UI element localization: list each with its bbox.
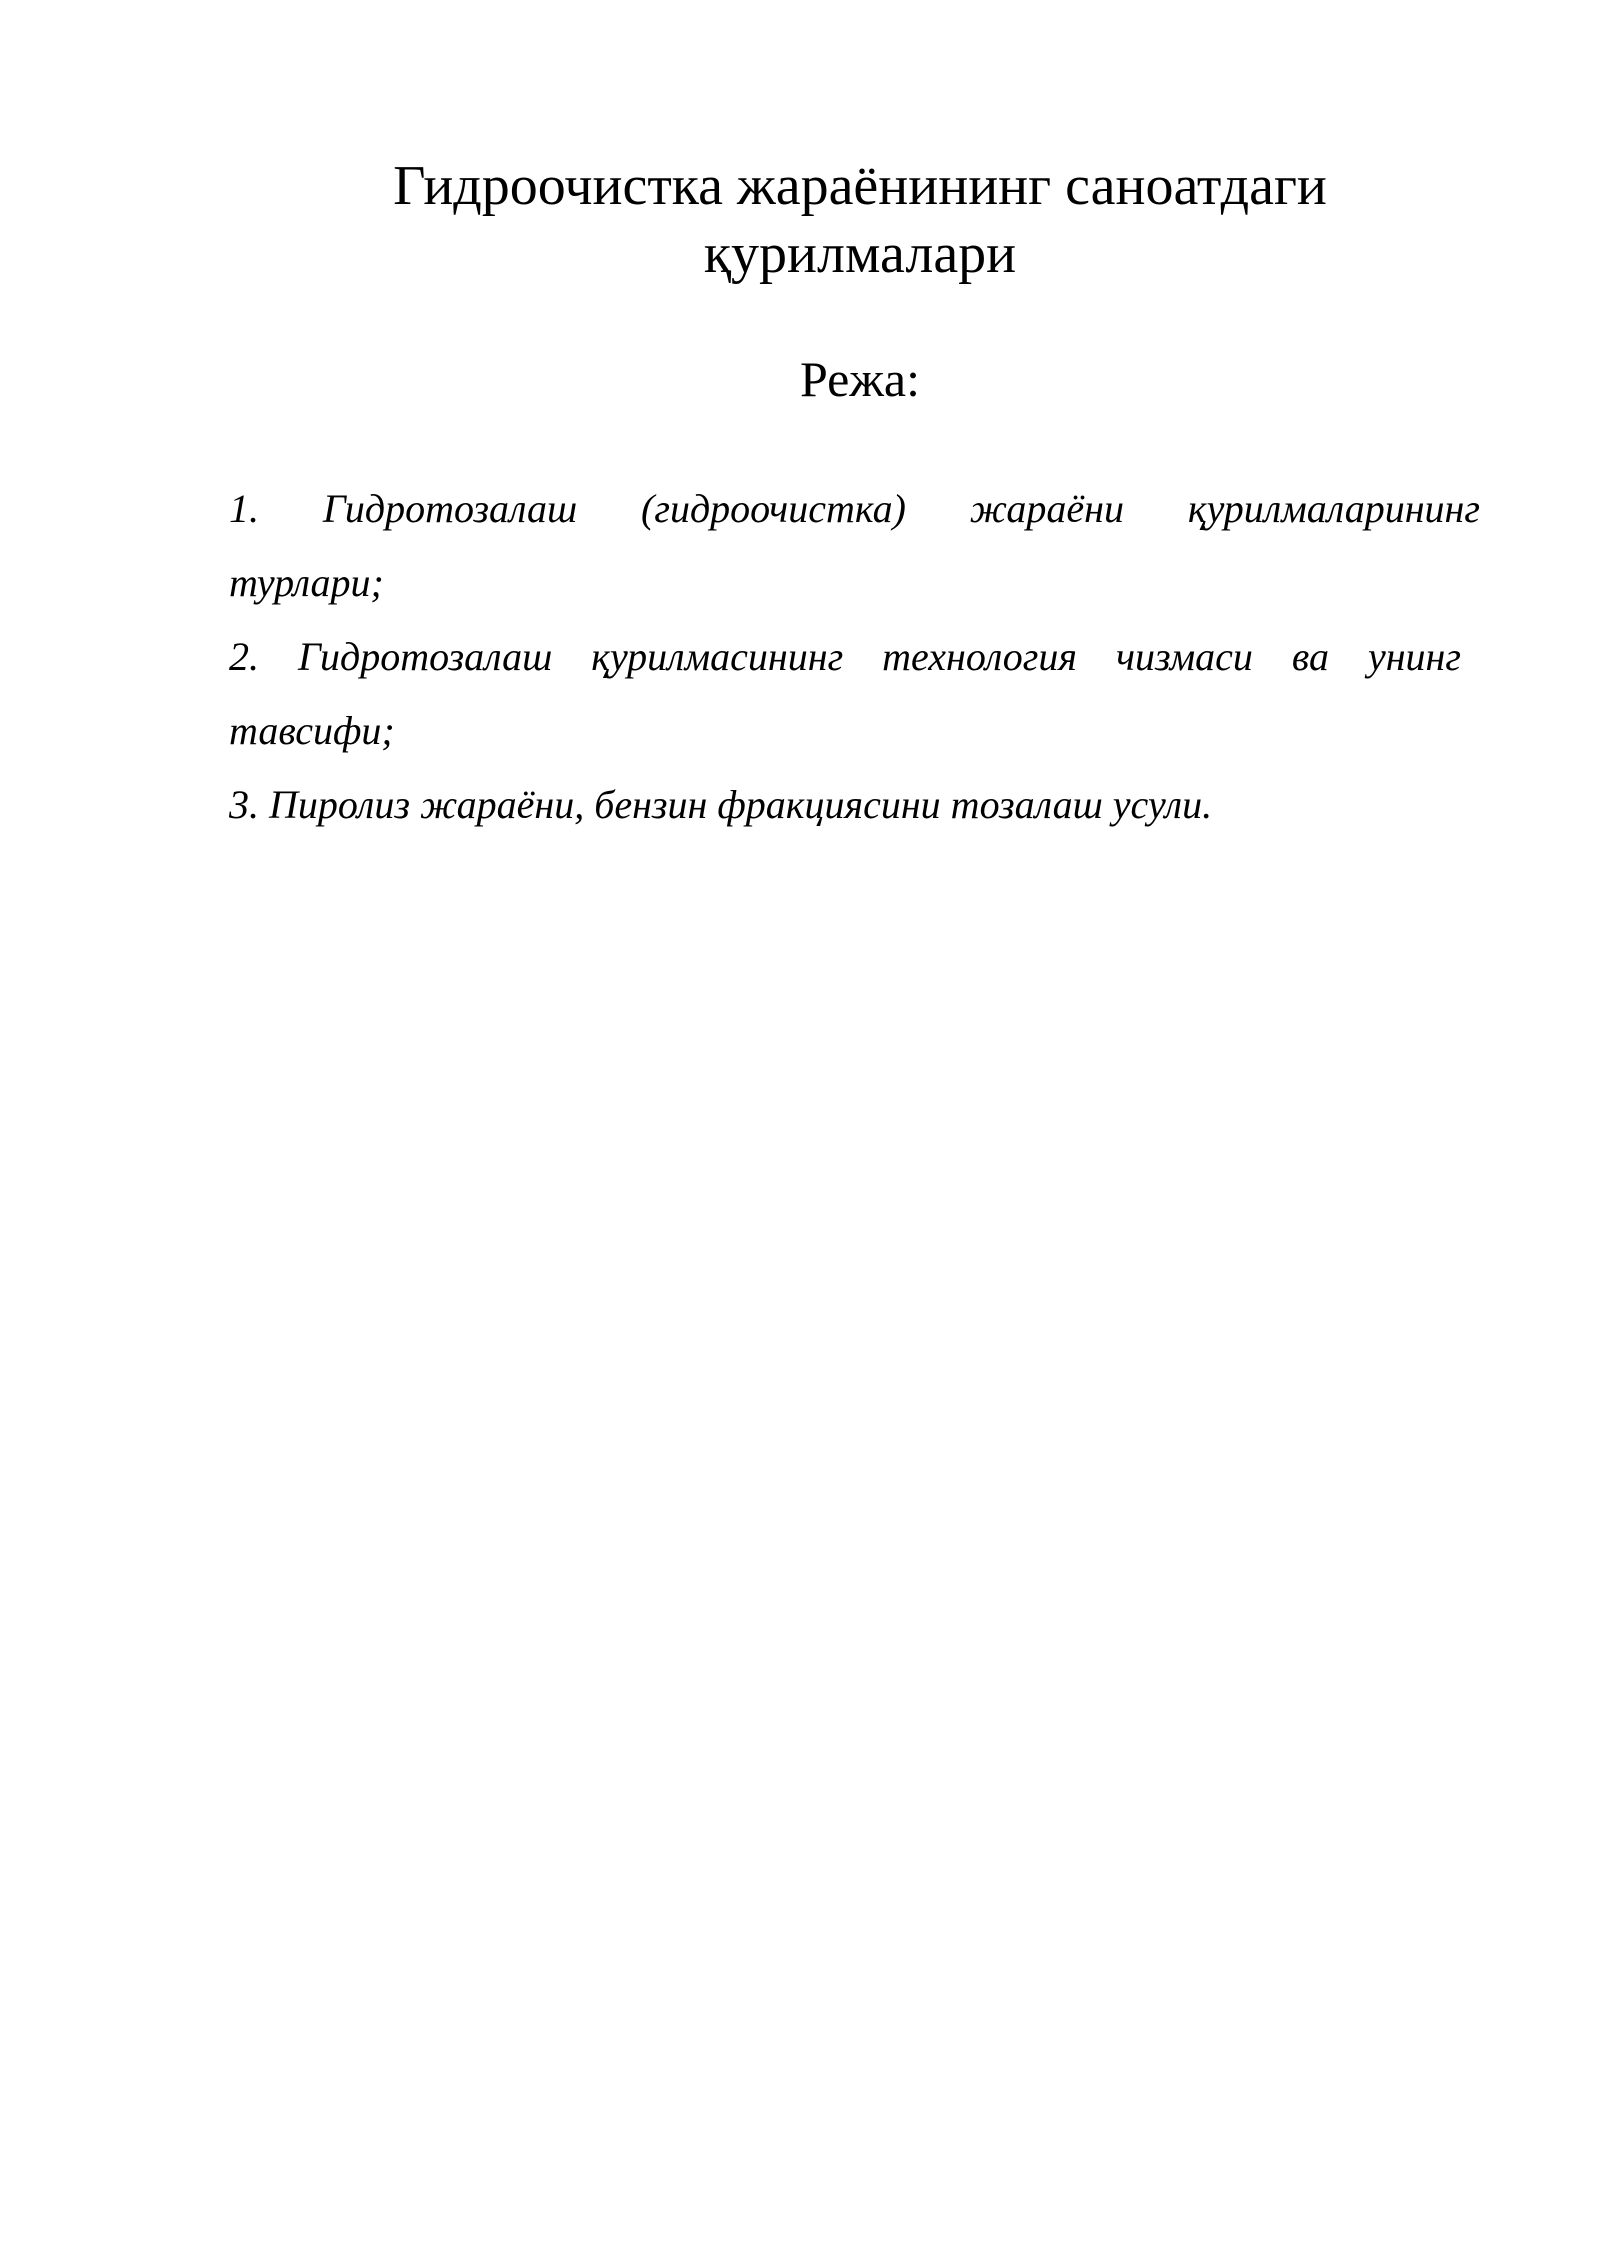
- document-title: [300, 152, 1420, 288]
- document-title-line-1: Гидроочистка жараёнининг саноатдаги: [393, 155, 1327, 217]
- plan-item-2-line-1: 2. Гидротозалаш қурилмасининг технология чизмаси ва унинг: [229, 634, 1461, 679]
- plan-heading: Режа:: [800, 351, 920, 407]
- plan-item-2-line-2: тавсифи;: [229, 708, 395, 753]
- plan-item-1: [229, 472, 1480, 620]
- document-title-line-2: қурилмалари: [703, 223, 1017, 285]
- plan-item-1-line-1: 1. Гидротозалаш (гидроочистка) жараёни қурилмаларининг: [229, 486, 1480, 531]
- plan-list: [229, 472, 1480, 842]
- plan-item-3: [229, 768, 1480, 842]
- plan-item-1-line-2: турлари;: [229, 560, 384, 605]
- plan-item-3-line-1: 3. Пиролиз жараёни, бензин фракциясини тозалаш усули.: [229, 782, 1213, 827]
- plan-item-2: [229, 620, 1480, 768]
